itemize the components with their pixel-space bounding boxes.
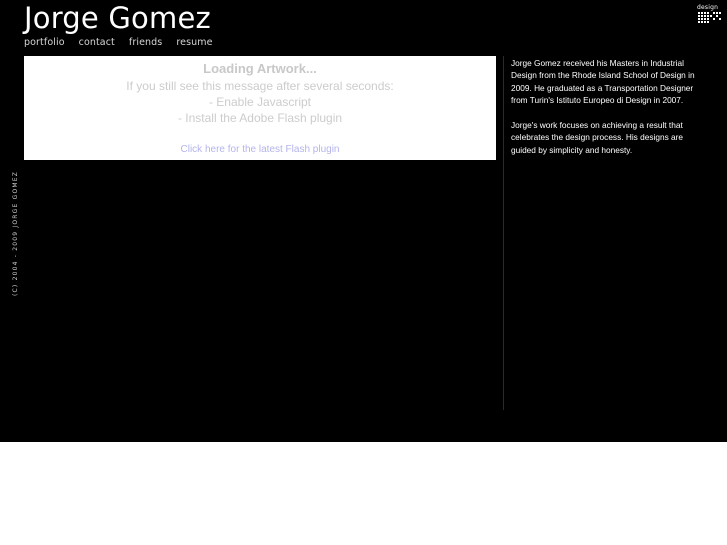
bio-paragraph-philosophy: Jorge's work focuses on achieving a result that celebrates the design process. His designs are guided by simplicity and honesty. [511, 120, 684, 155]
logo-wordmark: design [697, 4, 719, 11]
site-title[interactable]: Jorge Gomez [24, 1, 211, 35]
enable-javascript-hint: - Enable Javascript [208, 95, 312, 109]
flash-plugin-link[interactable]: Click here for the latest Flash plugin [180, 144, 340, 155]
nav-portfolio[interactable]: portfolio [24, 37, 65, 48]
install-flash-hint: - Install the Adobe Flash plugin [177, 111, 343, 125]
nav-resume[interactable]: resume [176, 37, 213, 48]
bio-paragraph-education: Jorge Gomez received his Masters in Industrial Design from the Rhode Island School of Design in 2009. He graduated as a Transportation Designer from Turin's Istituto Europeo di Design in 2007. [511, 58, 695, 106]
column-divider [503, 56, 504, 410]
loading-title: Loading Artwork... [203, 61, 317, 76]
flash-placeholder [24, 56, 496, 160]
loading-message: If you still see this message after several seconds: [126, 79, 394, 93]
design-grid-logo[interactable] [697, 4, 723, 24]
main-nav [24, 37, 213, 49]
nav-contact[interactable]: contact [78, 37, 115, 48]
grid-logo-icon [698, 12, 722, 23]
nav-friends[interactable]: friends [128, 37, 163, 48]
copyright-vertical: (C) 2004 - 2009 JORGE GOMEZ [12, 170, 19, 296]
bio-text [511, 57, 707, 169]
